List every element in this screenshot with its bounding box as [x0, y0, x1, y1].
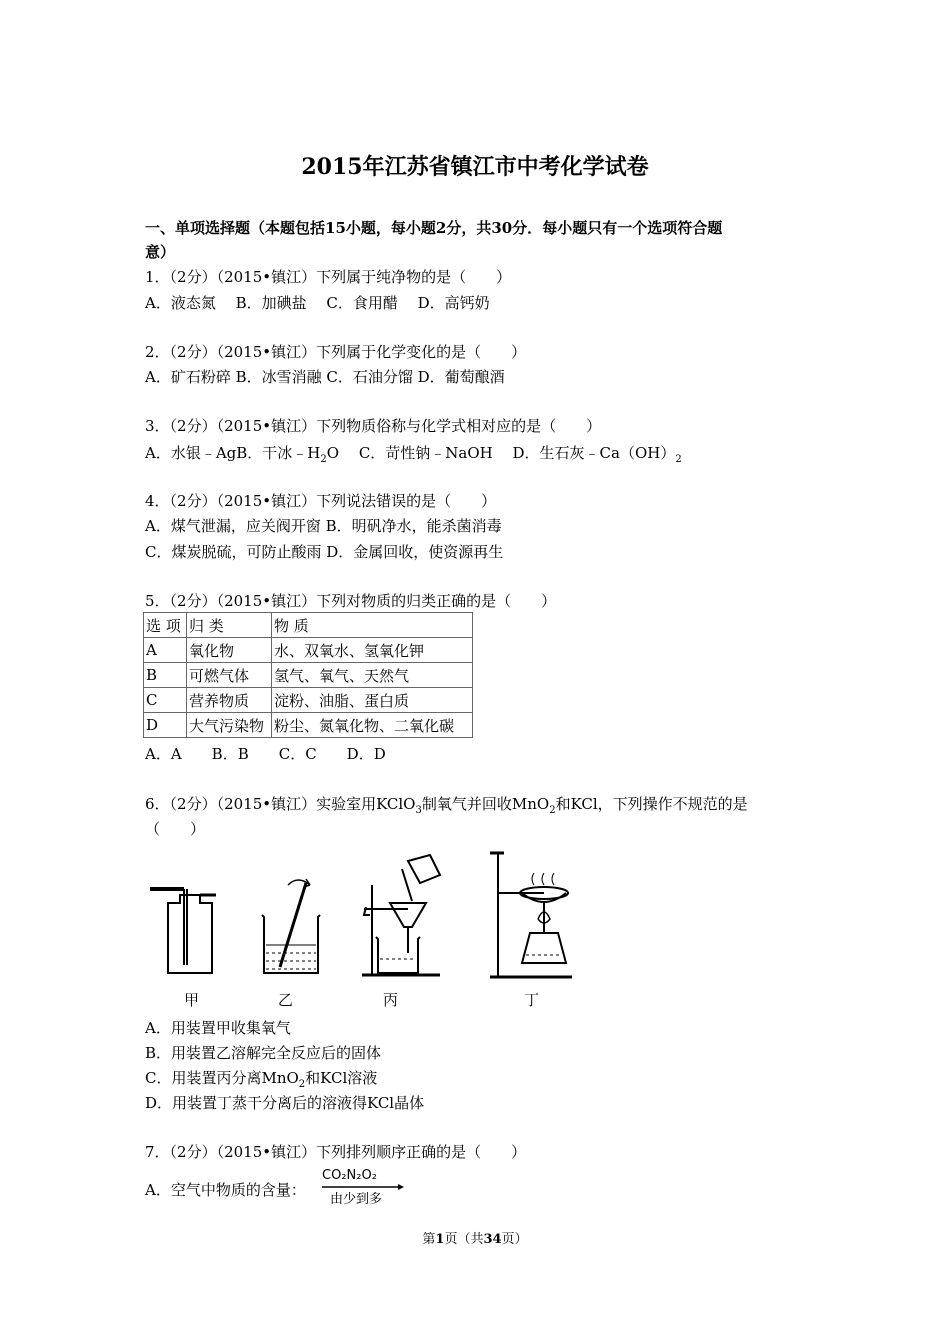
q6-sub-2: 2	[549, 805, 556, 816]
table-cell: C	[144, 688, 187, 713]
figure-label-ding: 丁	[524, 991, 540, 1009]
q6-option-d: D．用装置丁蒸干分离后的溶液得KCl晶体	[145, 1094, 425, 1112]
q7-stem: 7．（2分）（2015•镇江）下列排列顺序正确的是（ ）	[145, 1143, 527, 1161]
q4-options-line1: A．煤气泄漏，应关阀开窗 B．明矾净水，能杀菌消毒	[145, 517, 502, 535]
q1-stem: 1．（2分）（2015•镇江）下列属于纯净物的是（ ）	[145, 268, 512, 286]
q6-sub-3: 3	[415, 805, 422, 816]
apparatus-yi-beaker	[262, 879, 320, 973]
page-title: 2015年江苏省镇江市中考化学试卷	[301, 154, 649, 180]
q6-option-b: B．用装置乙溶解完全反应后的固体	[145, 1044, 382, 1062]
table-cell: 大气污染物	[187, 713, 272, 738]
q3-options	[145, 442, 682, 465]
section-heading-line2: 意）	[145, 243, 176, 261]
table-cell: 营养物质	[187, 688, 272, 713]
q3-opt-a: A．水银﹣AgB．干冰﹣H	[145, 444, 321, 462]
table-header-cell: 物 质	[272, 613, 473, 638]
table-row	[144, 663, 473, 688]
apparatus-ding-evaporation	[490, 853, 572, 977]
table-cell: D	[144, 713, 187, 738]
q6-stem-c: 和KCl，下列操作不规范的是	[555, 795, 748, 813]
page-footer	[0, 1228, 950, 1247]
q7-formula-bottom: 由少到多	[330, 1192, 383, 1207]
q5-stem: 5．（2分）（2015•镇江）下列对物质的归类正确的是（ ）	[145, 592, 557, 610]
apparatus-jia-gas-bottle	[150, 889, 216, 973]
table-cell: A	[144, 638, 187, 663]
q2-options: A．矿石粉碎 B．冰雪消融 C．石油分馏 D．葡萄酿酒	[145, 368, 505, 386]
table-cell: B	[144, 663, 187, 688]
q6-stem-b: 制氧气并回收MnO	[421, 795, 550, 813]
q6-stem	[145, 793, 748, 816]
q6-option-c-a: C．用装置丙分离MnO	[145, 1069, 299, 1087]
table-row	[144, 638, 473, 663]
table-cell: 水、双氧水、氢氧化钾	[272, 638, 473, 663]
footer-total-pages: 34	[483, 1232, 502, 1247]
table-cell: 氧化物	[187, 638, 272, 663]
q6-option-c	[145, 1067, 377, 1090]
figure-label-bing: 丙	[383, 991, 399, 1009]
q6-option-c-sub: 2	[298, 1079, 306, 1090]
q4-stem: 4．（2分）（2015•镇江）下列说法错误的是（ ）	[145, 492, 497, 510]
q3-sub-2a: 2	[320, 454, 327, 465]
table-cell: 可燃气体	[187, 663, 272, 688]
q5-options: A．A B．B C．C D．D	[145, 745, 386, 763]
figure-label-jia: 甲	[184, 991, 200, 1009]
q5-table	[143, 612, 473, 738]
section-heading-line1: 一、单项选择题（本题包括15小题，每小题2分，共30分．每小题只有一个选项符合题	[145, 219, 723, 237]
q7-formula-top: CO₂N₂O₂	[322, 1168, 377, 1183]
footer-pre: 第	[422, 1232, 436, 1247]
q6-stem-line2: （ ）	[145, 820, 206, 838]
footer-post: 页）	[501, 1232, 528, 1247]
table-cell: 粉尘、氮氧化物、二氧化碳	[272, 713, 473, 738]
footer-mid: 页（共	[444, 1232, 484, 1247]
table-header-cell: 归 类	[187, 613, 272, 638]
footer-page-number: 1	[435, 1232, 445, 1247]
q1-options: A．液态氮 B．加碘盐 C．食用醋 D．高钙奶	[145, 294, 490, 312]
q3-opt-rest: O C．苛性钠﹣NaOH D．生石灰﹣Ca（OH）	[326, 444, 676, 462]
table-row	[144, 713, 473, 738]
q6-option-a: A．用装置甲收集氧气	[145, 1019, 291, 1037]
table-header-row	[144, 613, 473, 638]
apparatus-bing-filtration	[362, 855, 440, 975]
q3-sub-2b: 2	[675, 454, 682, 465]
table-row	[144, 688, 473, 713]
q6-option-c-b: 和KCl溶液	[305, 1069, 378, 1087]
q4-options-line2: C．煤炭脱硫，可防止酸雨 D．金属回收，使资源再生	[145, 543, 504, 561]
table-cell: 淀粉、油脂、蛋白质	[272, 688, 473, 713]
table-header-cell: 选 项	[144, 613, 187, 638]
q6-stem-a: 6．（2分）（2015•镇江）实验室用KClO	[145, 795, 416, 813]
table-cell: 氢气、氧气、天然气	[272, 663, 473, 688]
q2-stem: 2．（2分）（2015•镇江）下列属于化学变化的是（ ）	[145, 343, 527, 361]
q7-option-a-label: A．空气中物质的含量：	[145, 1181, 306, 1199]
q3-stem: 3．（2分）（2015•镇江）下列物质俗称与化学式相对应的是（ ）	[145, 417, 602, 435]
apparatus-figure	[140, 845, 590, 1015]
figure-label-yi: 乙	[278, 991, 294, 1009]
